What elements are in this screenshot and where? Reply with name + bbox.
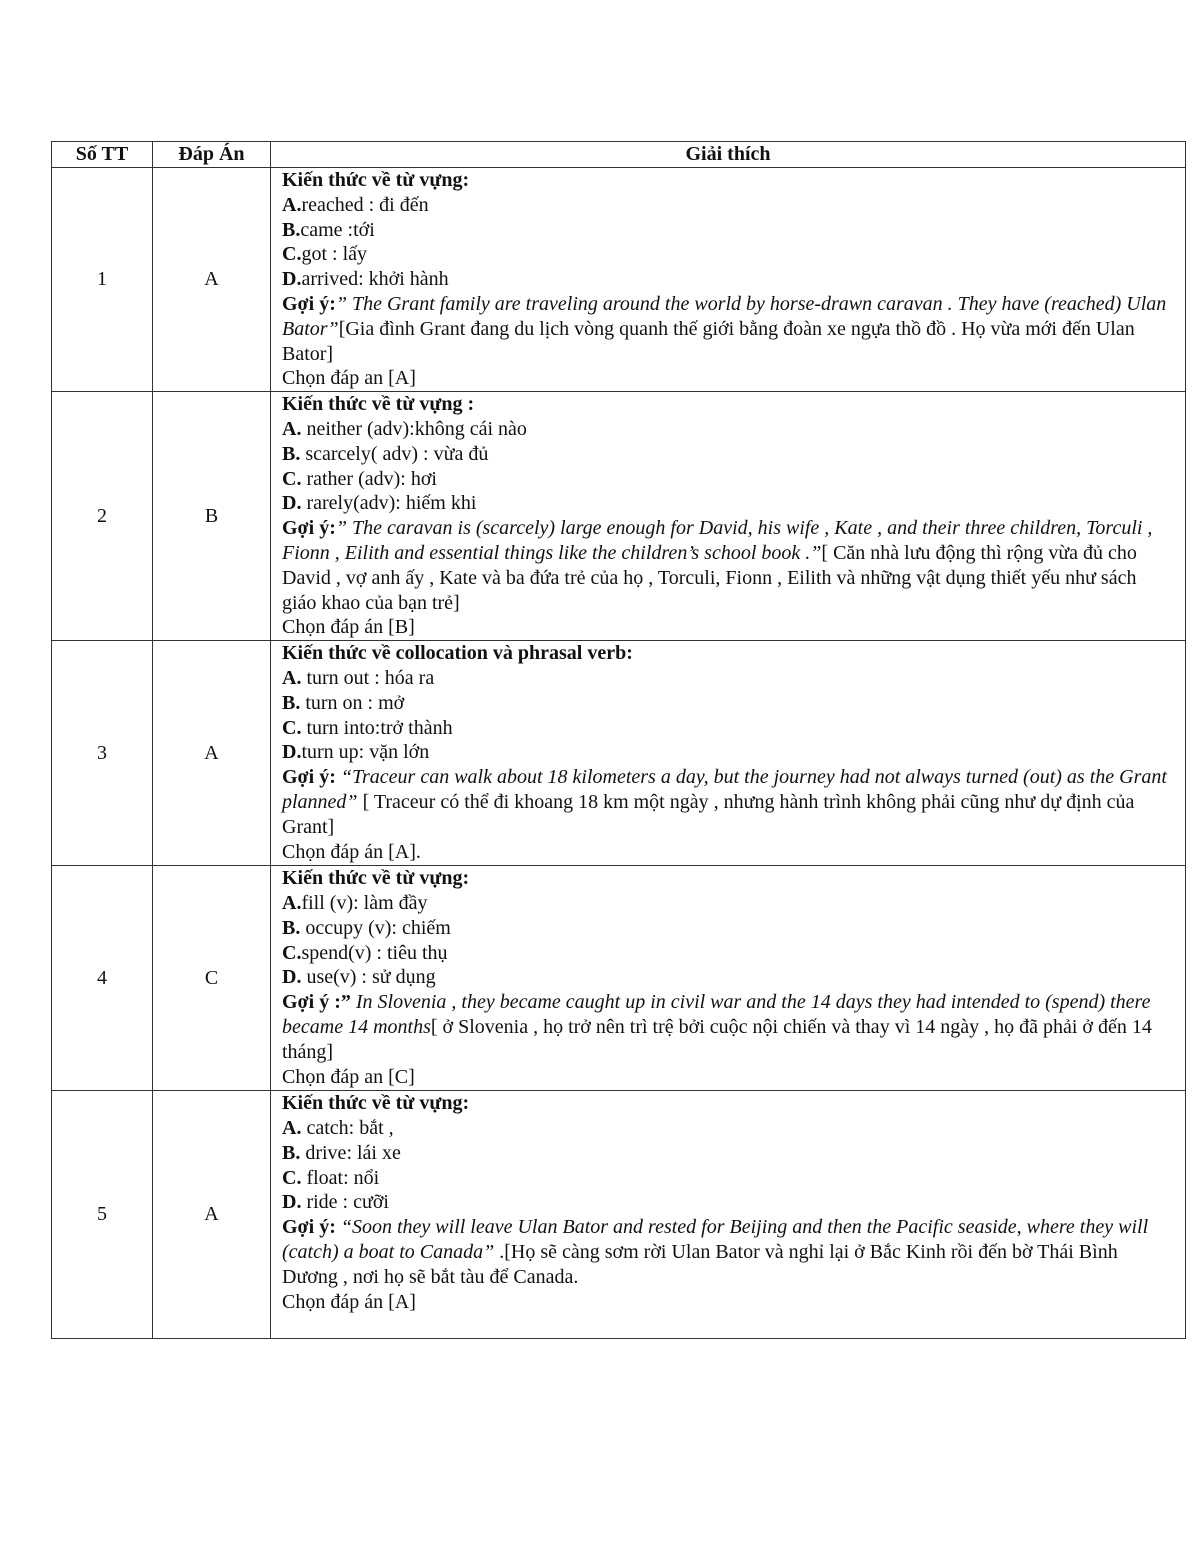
option-key: A.	[282, 193, 302, 216]
option-line	[282, 740, 1173, 765]
option-key: B.	[282, 916, 301, 939]
section-title: Kiến thức về từ vựng:	[282, 169, 470, 191]
hint-paragraph	[282, 765, 1173, 839]
explanation-cell	[271, 392, 1186, 641]
hint-quote: ” The caravan is (scarcely) large enough for David, his wife , Kate , and their three children, Torculi , Fionn , Eilith and essential things like the children’s school book .”	[282, 517, 1153, 564]
explanation-cell	[271, 1091, 1186, 1339]
option-line	[282, 218, 1173, 243]
option-text: drive: lái xe	[300, 1141, 401, 1164]
option-text: catch: bắt ,	[301, 1116, 394, 1139]
option-key: D.	[282, 492, 302, 515]
option-line	[282, 417, 1173, 442]
option-line	[282, 1166, 1173, 1191]
section-title: Kiến thức về collocation và phrasal verb:	[282, 642, 633, 665]
hint-quote: “Traceur can walk about 18 kilometers a day, but the journey had not always turned (out) as the Grant planned”	[282, 766, 1167, 813]
chosen-answer: Chọn đáp án [A]	[282, 1290, 416, 1313]
option-text: turn up: vặn lớn	[301, 741, 430, 764]
header-number: Số TT	[52, 142, 153, 168]
hint-translation: [ Căn nhà lưu động thì rộng vừa đủ cho David , vợ anh ấy , Kate và ba đứa trẻ của họ , Torculi, Fionn , Eilith và những vật dụng thiết yếu như sách giáo khao của bạn trẻ]	[282, 541, 1137, 614]
option-key: A.	[282, 1116, 302, 1139]
table-row	[52, 1091, 1186, 1339]
option-line	[282, 691, 1173, 716]
option-text: reached : đi đến	[301, 193, 429, 216]
table-row	[52, 168, 1186, 392]
section-title: Kiến thức về từ vựng :	[282, 393, 475, 416]
option-line	[282, 193, 1173, 218]
explanation-cell	[271, 866, 1186, 1091]
hint-label: Gợi ý :”	[282, 991, 351, 1014]
section-title: Kiến thức về từ vựng:	[282, 1092, 470, 1115]
option-key: B.	[282, 691, 301, 714]
hint-label: Gợi ý:	[282, 292, 336, 315]
option-text: turn on : mở	[300, 691, 405, 714]
hint-label: Gợi ý:	[282, 766, 336, 789]
question-number: 2	[52, 392, 153, 641]
option-text: rarely(adv): hiếm khi	[301, 492, 477, 515]
hint-label: Gợi ý:	[282, 517, 336, 540]
option-text: neither (adv):không cái nào	[301, 417, 527, 440]
hint-translation: [ ở Slovenia , họ trở nên trì trệ bởi cuộc nội chiến và thay vì 14 ngày , họ đã phải ở đến 14 tháng]	[282, 1015, 1152, 1063]
question-number: 5	[52, 1091, 153, 1339]
hint-translation: [Gia đình Grant đang du lịch vòng quanh thế giới bằng đoàn xe ngựa thồ đồ . Họ vừa mới đến Ulan Bator]	[282, 317, 1135, 365]
option-line	[282, 716, 1173, 741]
hint-translation: .[Họ sẽ càng sơm rời Ulan Bator và nghỉ lại ở Bắc Kinh rồi đến bờ Thái Bình Dương , nơi họ sẽ bắt tàu để Canada.	[282, 1240, 1118, 1288]
option-key: C.	[282, 716, 302, 739]
question-number: 4	[52, 866, 153, 1091]
option-key: B.	[282, 442, 301, 465]
answer-key: A	[153, 1091, 271, 1339]
table-row	[52, 392, 1186, 641]
option-text: spend(v) : tiêu thụ	[301, 941, 448, 964]
option-key: B.	[282, 218, 301, 241]
option-line	[282, 891, 1173, 916]
answer-key: C	[153, 866, 271, 1091]
hint-paragraph	[282, 292, 1173, 366]
header-answer: Đáp Án	[153, 142, 271, 168]
hint-paragraph	[282, 1215, 1173, 1289]
hint-label: Gợi ý:	[282, 1216, 336, 1239]
option-key: A.	[282, 417, 302, 440]
option-text: rather (adv): hơi	[301, 467, 437, 490]
option-text: turn into:trở thành	[301, 716, 453, 739]
chosen-answer: Chọn đáp án [A].	[282, 840, 421, 863]
option-key: D.	[282, 741, 302, 764]
option-text: arrived: khởi hành	[301, 268, 449, 291]
option-key: D.	[282, 268, 302, 291]
question-number: 3	[52, 641, 153, 866]
chosen-answer: Chọn đáp an [C]	[282, 1065, 415, 1088]
option-line	[282, 1116, 1173, 1141]
option-text: fill (v): làm đầy	[301, 891, 428, 914]
option-text: turn out : hóa ra	[301, 666, 435, 689]
option-key: B.	[282, 1141, 301, 1164]
option-key: C.	[282, 467, 302, 490]
answer-key: B	[153, 392, 271, 641]
chosen-answer: Chọn đáp an [A]	[282, 367, 416, 390]
option-line	[282, 267, 1173, 292]
option-key: D.	[282, 966, 302, 989]
option-text: ride : cưỡi	[301, 1191, 389, 1214]
answer-key: A	[153, 641, 271, 866]
option-line	[282, 1141, 1173, 1166]
option-line	[282, 965, 1173, 990]
option-key: C.	[282, 1166, 302, 1189]
option-text: scarcely( adv) : vừa đủ	[300, 442, 489, 465]
option-key: A.	[282, 666, 302, 689]
option-text: float: nổi	[301, 1166, 380, 1189]
question-number: 1	[52, 168, 153, 392]
option-line	[282, 941, 1173, 966]
option-line	[282, 442, 1173, 467]
table-row	[52, 866, 1186, 1091]
option-line	[282, 1190, 1173, 1215]
answer-table	[51, 141, 1186, 1339]
hint-quote: In Slovenia , they became caught up in civil war and the 14 days they had intended to (spend) there became 14 months	[282, 991, 1151, 1038]
option-line	[282, 916, 1173, 941]
option-key: C.	[282, 243, 302, 266]
option-line	[282, 242, 1173, 267]
option-text: occupy (v): chiếm	[300, 916, 451, 939]
header-explanation: Giải thích	[271, 142, 1186, 168]
option-text: came :tới	[300, 218, 375, 241]
explanation-cell	[271, 641, 1186, 866]
table-row	[52, 641, 1186, 866]
hint-translation: [ Traceur có thể đi khoang 18 km một ngày , nhưng hành trình không phải cũng như dự định của Grant]	[282, 790, 1135, 838]
option-text: got : lấy	[301, 243, 367, 266]
section-title: Kiến thức về từ vựng:	[282, 867, 470, 890]
option-line	[282, 666, 1173, 691]
option-text: use(v) : sử dụng	[301, 966, 436, 989]
header-row	[52, 142, 1186, 168]
hint-quote: ” The Grant family are traveling around the world by horse-drawn caravan . They have (reached) Ulan Bator”	[282, 292, 1167, 340]
hint-quote: “Soon they will leave Ulan Bator and rested for Beijing and then the Pacific seaside, where they will (catch) a boat to Canada”	[282, 1216, 1149, 1263]
explanation-cell	[271, 168, 1186, 392]
option-key: D.	[282, 1191, 302, 1214]
chosen-answer: Chọn đáp án [B]	[282, 616, 415, 639]
option-line	[282, 467, 1173, 492]
answer-key: A	[153, 168, 271, 392]
option-line	[282, 491, 1173, 516]
hint-paragraph	[282, 516, 1173, 615]
hint-paragraph	[282, 990, 1173, 1064]
option-key: C.	[282, 941, 302, 964]
option-key: A.	[282, 891, 302, 914]
